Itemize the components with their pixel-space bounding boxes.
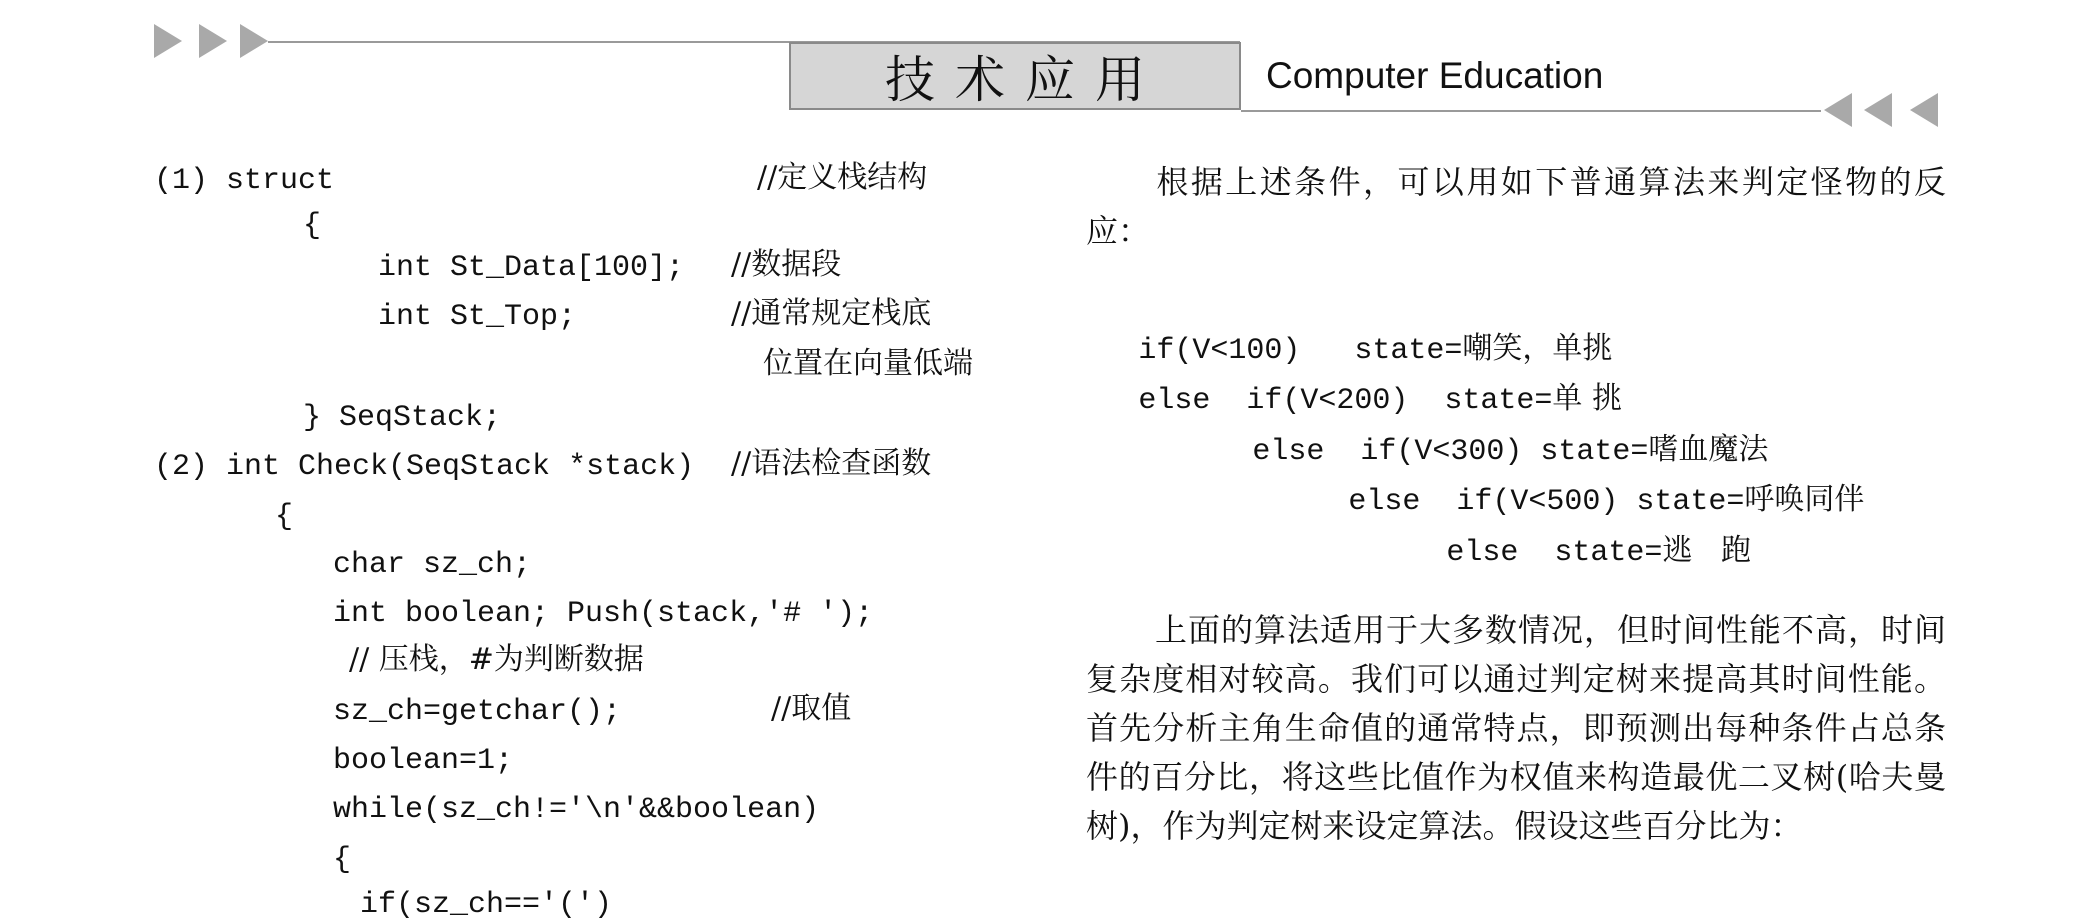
- code-comment: //语法检查函数: [731, 446, 932, 481]
- algorithm-code: else if(V<500) state=: [1348, 485, 1745, 519]
- algorithm-line: [1426, 520, 1751, 584]
- body-text: 上面的算法适用于大多数情况，但时间性能不高，时间复杂度相对较高。我们可以通过判定树来提高其时间性能。首先分析主角生命值的通常特点，即预测出每种条件占总条件的百分比，将这些比值作为权值来构造最优二叉树(哈夫曼树)，作为判定树来设定算法。假设这些百分比为：: [1086, 611, 1946, 845]
- code-comment: //定义栈结构: [757, 160, 928, 195]
- right-arrow-icon: [154, 24, 182, 58]
- algorithm-code: else if(V<300) state=: [1252, 435, 1649, 469]
- intro-text: 根据上述条件，可以用如下普通算法来判定怪物的反应：: [1086, 163, 1946, 250]
- code-line: {: [333, 843, 352, 877]
- algorithm-state: 嗜血魔法: [1648, 432, 1769, 467]
- code-line: int boolean; Push(stack,'# ');: [333, 597, 874, 631]
- intro-paragraph: [1086, 158, 1946, 256]
- code-line: while(sz_ch!='\n'&&boolean): [333, 793, 820, 827]
- code-comment: // 压栈，#为判断数据: [349, 642, 644, 677]
- body-paragraph: [1086, 606, 1946, 851]
- left-arrow-icon: [1864, 93, 1892, 127]
- code-line: {: [303, 209, 322, 243]
- code-line: sz_ch=getchar();: [333, 695, 622, 729]
- code-line: int St_Data[100];: [378, 251, 685, 285]
- algorithm-state: 单 挑: [1552, 381, 1622, 416]
- algorithm-code: if(V<100) state=: [1138, 334, 1463, 368]
- code-comment: //通常规定栈底: [731, 296, 932, 331]
- code-line: char sz_ch;: [333, 548, 532, 582]
- algorithm-state: 逃 跑: [1662, 533, 1751, 568]
- left-arrow-icon: [1824, 93, 1852, 127]
- code-line: if(sz_ch=='('): [360, 888, 613, 922]
- algorithm-code: else state=: [1446, 536, 1663, 570]
- algorithm-code: else if(V<200) state=: [1138, 384, 1553, 418]
- left-arrow-icon: [1910, 93, 1938, 127]
- header-rule-bottom: [1241, 110, 1821, 112]
- code-comment: //数据段: [731, 247, 842, 282]
- code-line: int St_Top;: [378, 300, 577, 334]
- publication-name: Computer Education: [1266, 55, 1604, 96]
- right-arrow-icon: [240, 24, 268, 58]
- algorithm-state: 嘲笑，单挑: [1462, 331, 1613, 366]
- code-line: (1) struct: [154, 164, 335, 198]
- code-comment: //取值: [771, 691, 852, 726]
- algorithm-state: 呼唤同伴: [1744, 482, 1865, 517]
- right-arrow-icon: [199, 24, 227, 58]
- code-line: (2) int Check(SeqStack *stack): [154, 450, 695, 484]
- section-title: 技术应用: [789, 42, 1241, 110]
- code-line: boolean=1;: [333, 744, 514, 778]
- code-comment: 位置在向量低端: [763, 346, 973, 381]
- code-line: {: [275, 500, 294, 534]
- code-line: } SeqStack;: [303, 401, 502, 435]
